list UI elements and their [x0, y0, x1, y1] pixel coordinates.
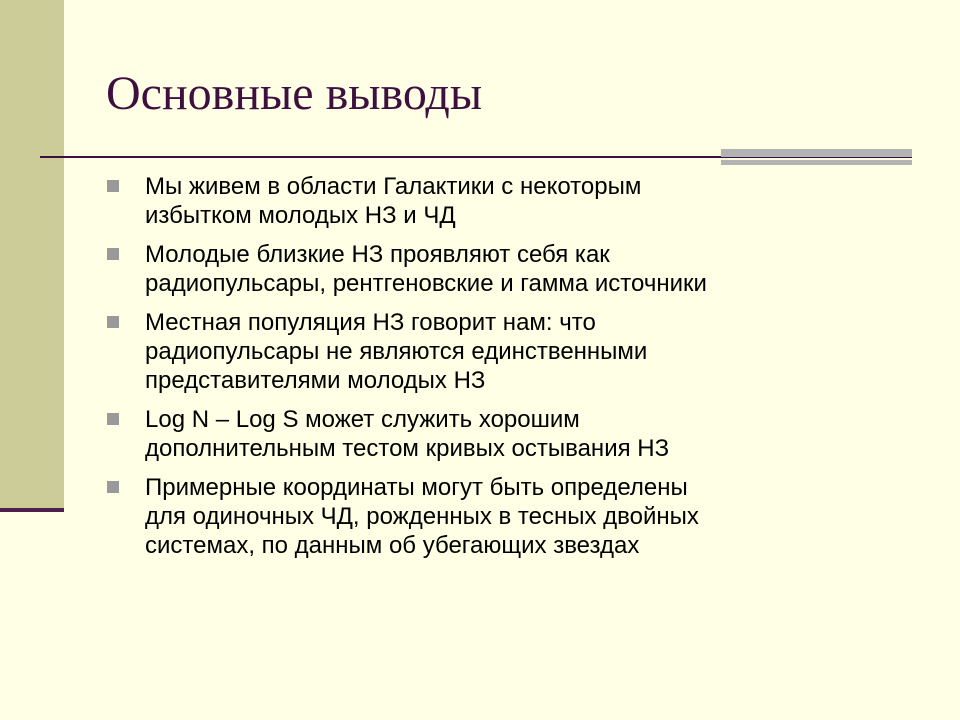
side-decoration-line — [0, 508, 64, 512]
bullet-text-line: Молодые близкие НЗ проявляют себя как — [145, 241, 610, 268]
square-bullet-icon — [107, 248, 119, 260]
square-bullet-icon — [107, 481, 119, 493]
title-divider-accent-lower — [721, 160, 912, 165]
square-bullet-icon — [107, 413, 119, 425]
bullet-text-line: избытком молодых НЗ и ЧД — [145, 202, 456, 229]
bullet-text-line: Мы живем в области Галактики с некоторым — [145, 173, 642, 200]
bullet-item — [106, 240, 916, 298]
bullet-text-line: Log N – Log S может служить хорошим — [145, 406, 580, 433]
side-decoration-bar — [0, 0, 64, 508]
bullet-item — [106, 308, 916, 395]
square-bullet-icon — [107, 180, 119, 192]
slide-title: Основные выводы — [106, 67, 483, 120]
bullet-text-line: дополнительным тестом кривых остывания НЗ — [145, 435, 670, 462]
bullet-item — [106, 172, 916, 230]
bullet-text-line: представителями молодых НЗ — [145, 367, 486, 394]
title-divider-accent — [721, 149, 912, 157]
bullet-item — [106, 405, 916, 463]
bullet-text-line: системах, по данным об убегающих звездах — [145, 532, 640, 559]
square-bullet-icon — [107, 316, 119, 328]
bullet-text-line: радиопульсары, рентгеновские и гамма источники — [145, 270, 707, 297]
bullet-text-line: для одиночных ЧД, рожденных в тесных двойных — [145, 503, 699, 530]
bullet-text-line: Примерные координаты могут быть определены — [145, 474, 688, 501]
bullet-text-line: Местная популяция НЗ говорит нам: что — [145, 309, 596, 336]
bullet-list — [106, 172, 916, 570]
bullet-item — [106, 473, 916, 560]
bullet-text-line: радиопульсары не являются единственными — [145, 338, 648, 365]
